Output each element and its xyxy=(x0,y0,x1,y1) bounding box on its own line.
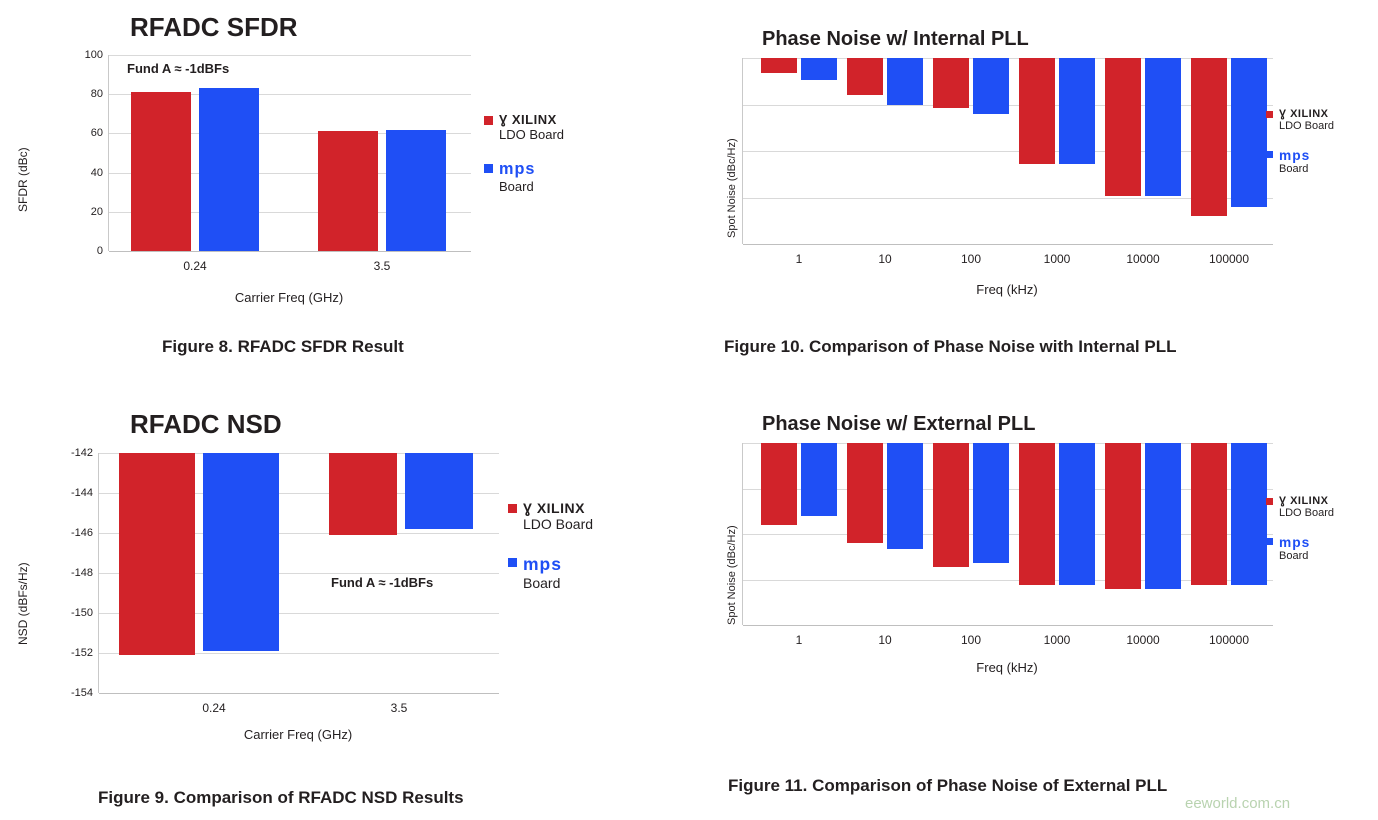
legend-item-mps xyxy=(1266,535,1334,562)
x-axis xyxy=(99,693,499,694)
legend-label-xilinx: XILINX xyxy=(1290,108,1329,120)
y-axis-label: SFDR (dBc) xyxy=(16,147,30,212)
chart-phase-noise-external xyxy=(690,385,1378,765)
x-axis xyxy=(109,251,471,252)
chart-title: RFADC NSD xyxy=(130,409,282,439)
xilinx-logo-icon: Ɣ xyxy=(523,500,537,516)
bar-xilinx xyxy=(329,453,397,535)
x-tick: 10000 xyxy=(1126,633,1160,647)
legend-item-xilinx xyxy=(1266,108,1334,132)
y-tick: 0 xyxy=(96,245,103,257)
xilinx-logo-icon: Ɣ xyxy=(499,112,512,127)
bar-xilinx xyxy=(1191,443,1227,585)
bar-xilinx xyxy=(761,58,797,73)
legend-sublabel-xilinx: LDO Board xyxy=(1279,120,1335,132)
bar-xilinx xyxy=(1019,443,1055,585)
bar-mps xyxy=(973,443,1009,563)
y-tick: -148 xyxy=(70,567,93,579)
bar-xilinx xyxy=(847,443,883,543)
legend-swatch-xilinx xyxy=(1266,111,1273,118)
xilinx-logo-icon: Ɣ xyxy=(1279,108,1291,120)
bar-xilinx xyxy=(933,443,969,567)
bar-xilinx xyxy=(1191,58,1227,216)
figure-caption-11: Figure 11. Comparison of Phase Noise of External PLL xyxy=(728,776,1168,795)
y-tick: -142 xyxy=(70,447,93,459)
x-axis-label: Carrier Freq (GHz) xyxy=(243,727,353,742)
legend-label-mps: mps xyxy=(1279,535,1311,550)
plot-area xyxy=(84,49,471,273)
xilinx-logo-icon: Ɣ xyxy=(1279,495,1291,507)
bar-mps xyxy=(887,58,923,105)
figure-9-cell xyxy=(0,385,690,820)
x-tick: 3.5 xyxy=(373,259,391,273)
bar-mps xyxy=(1145,58,1181,196)
bar-mps xyxy=(1231,443,1267,585)
y-tick: 80 xyxy=(90,88,103,101)
figure-11-cell xyxy=(690,385,1378,820)
y-axis-label: Spot Noise (dBc/Hz) xyxy=(726,138,738,238)
legend-swatch-mps xyxy=(1266,538,1273,545)
x-tick: 100 xyxy=(960,633,982,647)
plot-area xyxy=(742,58,1273,266)
chart-annotation: Fund A ≈ -1dBFs xyxy=(127,61,230,76)
legend-sublabel-mps: Board xyxy=(1279,550,1309,562)
chart-rfadc-sfdr xyxy=(0,0,690,320)
figure-caption-9: Figure 9. Comparison of RFADC NSD Results xyxy=(98,788,464,807)
bar-xilinx xyxy=(131,92,191,251)
bar-xilinx xyxy=(1019,58,1055,164)
bar-mps xyxy=(405,453,473,529)
x-axis-label: Carrier Freq (GHz) xyxy=(234,290,344,305)
x-tick: 100000 xyxy=(1208,633,1250,647)
legend-sublabel-mps: Board xyxy=(523,575,561,591)
legend-sublabel-xilinx: LDO Board xyxy=(523,516,594,532)
legend-item-xilinx xyxy=(484,112,564,142)
legend-label-xilinx: XILINX xyxy=(511,112,557,127)
y-tick: 60 xyxy=(90,127,103,140)
legend-swatch-xilinx xyxy=(508,504,517,513)
y-axis-label: Spot Noise (dBc/Hz) xyxy=(726,525,738,625)
figure-8-cell xyxy=(0,0,690,385)
figure-10-cell xyxy=(690,0,1378,385)
legend-sublabel-mps: Board xyxy=(499,179,534,194)
legend-label-mps: mps xyxy=(499,160,536,178)
bar-mps xyxy=(973,58,1009,114)
bar-mps xyxy=(1145,443,1181,589)
watermark: eeworld.com.cn xyxy=(1185,795,1291,812)
legend-swatch-xilinx xyxy=(484,116,493,125)
bar-mps xyxy=(801,58,837,80)
legend-item-mps xyxy=(508,554,593,591)
x-tick: 10 xyxy=(878,252,892,266)
x-axis xyxy=(743,625,1273,626)
y-tick: -146 xyxy=(70,527,93,539)
chart-rfadc-nsd xyxy=(0,385,690,765)
y-tick: 40 xyxy=(90,166,103,179)
bar-xilinx xyxy=(119,453,195,655)
x-tick: 1000 xyxy=(1043,252,1071,266)
legend-item-xilinx xyxy=(1266,495,1334,519)
x-tick: 3.5 xyxy=(390,701,408,715)
bar-mps xyxy=(887,443,923,549)
bar-xilinx xyxy=(761,443,797,525)
x-axis-label: Freq (kHz) xyxy=(976,282,1038,297)
plot-area xyxy=(70,447,499,715)
legend xyxy=(484,112,564,198)
plot-area xyxy=(742,443,1273,647)
chart-title: Phase Noise w/ External PLL xyxy=(762,413,1036,435)
chart-title: RFADC SFDR xyxy=(130,12,298,42)
x-tick: 1 xyxy=(795,252,803,266)
bar-xilinx xyxy=(1105,58,1141,196)
y-tick: 100 xyxy=(84,49,103,61)
legend-swatch-mps xyxy=(508,558,517,567)
figure-caption-8: Figure 8. RFADC SFDR Result xyxy=(162,337,404,356)
y-tick: -152 xyxy=(70,647,93,659)
y-tick: 20 xyxy=(90,205,103,218)
bar-xilinx xyxy=(847,58,883,95)
bar-mps xyxy=(1231,58,1267,207)
legend-sublabel-mps: Board xyxy=(1279,163,1309,175)
bar-mps xyxy=(1059,58,1095,164)
x-tick: 0.24 xyxy=(183,259,207,273)
bar-mps xyxy=(199,88,259,251)
x-tick: 10 xyxy=(878,633,892,647)
bar-xilinx xyxy=(318,131,378,252)
y-tick: -144 xyxy=(70,487,93,499)
bar-xilinx xyxy=(1105,443,1141,589)
x-axis-label: Freq (kHz) xyxy=(976,660,1038,675)
chart-phase-noise-internal xyxy=(690,0,1378,320)
legend-label-xilinx: XILINX xyxy=(536,500,585,516)
legend-swatch-mps xyxy=(484,164,493,173)
legend xyxy=(1266,108,1334,179)
x-axis xyxy=(743,244,1273,245)
bar-mps xyxy=(1059,443,1095,585)
legend-item-xilinx xyxy=(508,500,593,532)
legend-label-xilinx: XILINX xyxy=(1290,495,1329,507)
y-tick: -154 xyxy=(70,687,93,699)
legend-swatch-mps xyxy=(1266,151,1273,158)
figure-caption-10: Figure 10. Comparison of Phase Noise with Internal PLL xyxy=(724,337,1177,356)
legend-label-mps: mps xyxy=(523,554,562,574)
legend-label-mps: mps xyxy=(1279,148,1311,163)
legend-item-mps xyxy=(484,160,564,194)
legend-sublabel-xilinx: LDO Board xyxy=(1279,507,1335,519)
chart-annotation: Fund A ≈ -1dBFs xyxy=(331,575,434,590)
gridline xyxy=(109,55,471,56)
bar-xilinx xyxy=(933,58,969,108)
x-tick: 1 xyxy=(795,633,803,647)
bar-mps xyxy=(203,453,279,651)
legend xyxy=(1266,495,1334,566)
chart-title: Phase Noise w/ Internal PLL xyxy=(762,28,1029,50)
x-tick: 100 xyxy=(960,252,982,266)
legend-sublabel-xilinx: LDO Board xyxy=(499,127,565,142)
legend-item-mps xyxy=(1266,148,1334,175)
bar-mps xyxy=(801,443,837,516)
legend-swatch-xilinx xyxy=(1266,498,1273,505)
legend xyxy=(508,500,593,595)
x-tick: 10000 xyxy=(1126,252,1160,266)
x-tick: 100000 xyxy=(1208,252,1250,266)
y-axis-label: NSD (dBFs/Hz) xyxy=(16,562,30,645)
x-tick: 1000 xyxy=(1043,633,1071,647)
bar-mps xyxy=(386,130,446,252)
y-tick: -150 xyxy=(70,607,93,619)
x-tick: 0.24 xyxy=(202,701,226,715)
